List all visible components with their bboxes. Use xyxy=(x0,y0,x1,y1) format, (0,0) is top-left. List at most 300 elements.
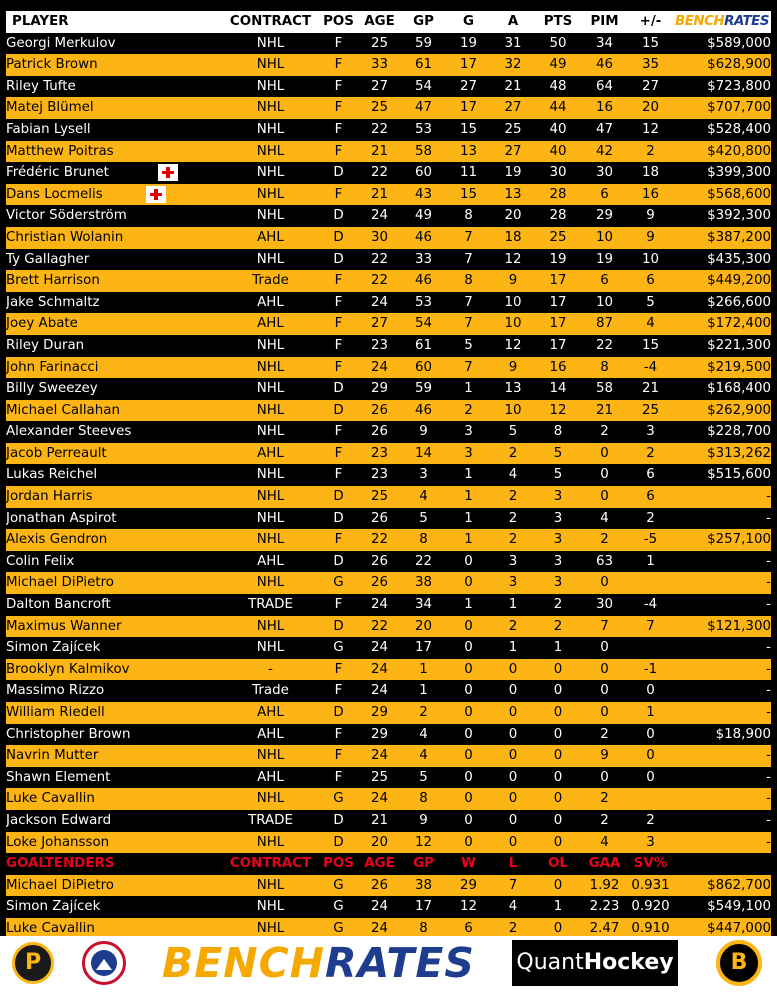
save-pct-cell: 0.910 xyxy=(628,918,673,940)
salary-cell: - xyxy=(673,594,771,616)
pos-cell: G xyxy=(319,918,358,940)
pim-cell: 30 xyxy=(581,162,628,184)
age-cell: 24 xyxy=(358,745,401,767)
pos-cell: F xyxy=(319,443,358,465)
pos-cell: F xyxy=(319,270,358,292)
goals-cell: 2 xyxy=(446,400,491,422)
pim-cell: 2 xyxy=(581,724,628,746)
player-name: Colin Felix xyxy=(6,551,222,573)
footer-logos xyxy=(0,936,777,992)
goals-cell: 0 xyxy=(446,767,491,789)
gp-cell: 17 xyxy=(401,637,446,659)
goalie-name: Simon Zajícek xyxy=(6,896,222,918)
salary-cell: $172,400 xyxy=(673,313,771,335)
player-name: Patrick Brown xyxy=(6,54,222,76)
salary-cell: - xyxy=(673,508,771,530)
points-cell: 0 xyxy=(535,680,581,702)
gp-cell: 4 xyxy=(401,486,446,508)
age-cell: 29 xyxy=(358,378,401,400)
player-row xyxy=(6,119,771,141)
points-cell: 3 xyxy=(535,572,581,594)
age-cell: 22 xyxy=(358,616,401,638)
plus-minus-cell: -5 xyxy=(628,529,673,551)
goalie-name: Michael DiPietro xyxy=(6,875,222,897)
plus-minus-cell: 4 xyxy=(628,313,673,335)
plus-minus-cell: 2 xyxy=(628,141,673,163)
salary-cell: $528,400 xyxy=(673,119,771,141)
player-row xyxy=(6,205,771,227)
goalie-col-pos: POS xyxy=(319,853,358,875)
player-name: Jackson Edward xyxy=(6,810,222,832)
player-row xyxy=(6,378,771,400)
age-cell: 20 xyxy=(358,832,401,854)
pos-cell: F xyxy=(319,745,358,767)
gp-cell: 2 xyxy=(401,702,446,724)
points-cell: 0 xyxy=(535,767,581,789)
salary-cell: $549,100 xyxy=(673,896,771,918)
gaa-cell: 2.47 xyxy=(581,918,628,940)
plus-minus-cell: 35 xyxy=(628,54,673,76)
gp-cell: 54 xyxy=(401,313,446,335)
gp-cell: 12 xyxy=(401,832,446,854)
contract-cell: NHL xyxy=(222,896,319,918)
wins-cell: 6 xyxy=(446,918,491,940)
points-cell: 2 xyxy=(535,616,581,638)
points-cell: 3 xyxy=(535,486,581,508)
assists-cell: 1 xyxy=(491,637,535,659)
player-row xyxy=(6,832,771,854)
player-name: Maximus Wanner xyxy=(6,616,222,638)
pos-cell: G xyxy=(319,875,358,897)
pos-cell: F xyxy=(319,659,358,681)
salary-cell: - xyxy=(673,702,771,724)
player-name: Jordan Harris xyxy=(6,486,222,508)
salary-cell: $449,200 xyxy=(673,270,771,292)
contract-cell: NHL xyxy=(222,486,319,508)
ot-losses-cell: 0 xyxy=(535,875,581,897)
salary-cell: $219,500 xyxy=(673,357,771,379)
salary-cell: - xyxy=(673,788,771,810)
pim-cell: 2 xyxy=(581,421,628,443)
gp-cell: 59 xyxy=(401,33,446,55)
goals-cell: 1 xyxy=(446,508,491,530)
points-cell: 3 xyxy=(535,529,581,551)
pos-cell: F xyxy=(319,594,358,616)
assists-cell: 10 xyxy=(491,292,535,314)
age-cell: 24 xyxy=(358,292,401,314)
pos-cell: F xyxy=(319,97,358,119)
pos-cell: F xyxy=(319,529,358,551)
gp-cell: 49 xyxy=(401,205,446,227)
pos-cell: G xyxy=(319,788,358,810)
pim-cell: 0 xyxy=(581,659,628,681)
contract-cell: AHL xyxy=(222,551,319,573)
salary-cell: - xyxy=(673,486,771,508)
assists-cell: 0 xyxy=(491,832,535,854)
plus-minus-cell: 7 xyxy=(628,616,673,638)
goals-cell: 7 xyxy=(446,357,491,379)
points-cell: 12 xyxy=(535,400,581,422)
player-name: Ty Gallagher xyxy=(6,249,222,271)
player-name: Shawn Element xyxy=(6,767,222,789)
col-plus-minus: +/- xyxy=(628,11,673,33)
gp-cell: 46 xyxy=(401,400,446,422)
salary-cell: $447,000 xyxy=(673,918,771,940)
contract-cell: NHL xyxy=(222,421,319,443)
player-row xyxy=(6,788,771,810)
points-cell: 3 xyxy=(535,508,581,530)
player-row xyxy=(6,810,771,832)
contract-cell: TRADE xyxy=(222,594,319,616)
points-cell: 30 xyxy=(535,162,581,184)
gp-cell: 5 xyxy=(401,508,446,530)
gp-cell: 53 xyxy=(401,119,446,141)
contract-cell: AHL xyxy=(222,767,319,789)
pos-cell: F xyxy=(319,464,358,486)
age-cell: 22 xyxy=(358,249,401,271)
salary-cell: $313,262 xyxy=(673,443,771,465)
player-row xyxy=(6,745,771,767)
pim-cell: 0 xyxy=(581,637,628,659)
gp-cell: 9 xyxy=(401,421,446,443)
pim-cell: 10 xyxy=(581,292,628,314)
col-pim: PIM xyxy=(581,11,628,33)
goals-cell: 15 xyxy=(446,184,491,206)
gp-cell: 3 xyxy=(401,464,446,486)
pos-cell: D xyxy=(319,249,358,271)
pim-cell: 30 xyxy=(581,594,628,616)
player-row xyxy=(6,421,771,443)
pim-cell: 21 xyxy=(581,400,628,422)
assists-cell: 19 xyxy=(491,162,535,184)
assists-cell: 2 xyxy=(491,508,535,530)
player-row xyxy=(6,33,771,55)
assists-cell: 0 xyxy=(491,745,535,767)
plus-minus-cell: 18 xyxy=(628,162,673,184)
plus-minus-cell: 25 xyxy=(628,400,673,422)
contract-cell: AHL xyxy=(222,292,319,314)
plus-minus-cell: 9 xyxy=(628,227,673,249)
player-name-text: Dans Locmelis xyxy=(6,186,103,202)
salary-cell: - xyxy=(673,810,771,832)
points-cell: 50 xyxy=(535,33,581,55)
player-row xyxy=(6,357,771,379)
player-name xyxy=(6,162,222,184)
player-name: Victor Söderström xyxy=(6,205,222,227)
injury-cross-icon xyxy=(158,164,178,181)
age-cell: 26 xyxy=(358,421,401,443)
gp-cell: 1 xyxy=(401,659,446,681)
assists-cell: 25 xyxy=(491,119,535,141)
salary-cell: $228,700 xyxy=(673,421,771,443)
contract-cell: NHL xyxy=(222,637,319,659)
points-cell: 5 xyxy=(535,443,581,465)
gp-cell: 46 xyxy=(401,227,446,249)
player-name xyxy=(6,184,222,206)
salary-cell: - xyxy=(673,637,771,659)
pim-cell: 87 xyxy=(581,313,628,335)
gp-cell: 47 xyxy=(401,97,446,119)
age-cell: 26 xyxy=(358,508,401,530)
assists-cell: 21 xyxy=(491,76,535,98)
points-cell: 40 xyxy=(535,141,581,163)
goals-cell: 1 xyxy=(446,594,491,616)
plus-minus-cell: 3 xyxy=(628,832,673,854)
salary-cell: $121,300 xyxy=(673,616,771,638)
plus-minus-cell xyxy=(628,788,673,810)
points-cell: 1 xyxy=(535,637,581,659)
pim-cell: 58 xyxy=(581,378,628,400)
plus-minus-cell: 2 xyxy=(628,443,673,465)
col-gp: GP xyxy=(401,11,446,33)
player-row xyxy=(6,637,771,659)
skater-rows xyxy=(6,33,771,854)
player-row xyxy=(6,702,771,724)
plus-minus-cell: 2 xyxy=(628,508,673,530)
plus-minus-cell: -4 xyxy=(628,594,673,616)
age-cell: 24 xyxy=(358,918,401,940)
goals-cell: 19 xyxy=(446,33,491,55)
player-name: Christian Wolanin xyxy=(6,227,222,249)
pos-cell: D xyxy=(319,616,358,638)
age-cell: 24 xyxy=(358,637,401,659)
pim-cell: 10 xyxy=(581,227,628,249)
plus-minus-cell xyxy=(628,637,673,659)
losses-cell: 4 xyxy=(491,896,535,918)
player-name: Joey Abate xyxy=(6,313,222,335)
points-cell: 49 xyxy=(535,54,581,76)
gp-cell: 14 xyxy=(401,443,446,465)
contract-cell: AHL xyxy=(222,313,319,335)
contract-cell: NHL xyxy=(222,616,319,638)
player-row xyxy=(6,184,771,206)
points-cell: 17 xyxy=(535,313,581,335)
pim-cell: 0 xyxy=(581,702,628,724)
contract-cell: AHL xyxy=(222,443,319,465)
contract-cell: TRADE xyxy=(222,810,319,832)
goalie-col-empty xyxy=(673,853,771,875)
player-name: Brooklyn Kalmikov xyxy=(6,659,222,681)
goals-cell: 27 xyxy=(446,76,491,98)
goals-cell: 7 xyxy=(446,227,491,249)
pos-cell: F xyxy=(319,119,358,141)
pos-cell: D xyxy=(319,810,358,832)
assists-cell: 2 xyxy=(491,616,535,638)
contract-cell: NHL xyxy=(222,529,319,551)
salary-cell: - xyxy=(673,767,771,789)
player-name: William Riedell xyxy=(6,702,222,724)
plus-minus-cell: 12 xyxy=(628,119,673,141)
salary-cell: $862,700 xyxy=(673,875,771,897)
age-cell: 29 xyxy=(358,702,401,724)
contract-cell: NHL xyxy=(222,54,319,76)
goals-cell: 0 xyxy=(446,572,491,594)
player-name: Brett Harrison xyxy=(6,270,222,292)
salary-cell: $168,400 xyxy=(673,378,771,400)
contract-cell: NHL xyxy=(222,335,319,357)
goals-cell: 17 xyxy=(446,97,491,119)
points-cell: 16 xyxy=(535,357,581,379)
pos-cell: F xyxy=(319,76,358,98)
ot-losses-cell: 1 xyxy=(535,896,581,918)
gp-cell: 4 xyxy=(401,724,446,746)
plus-minus-cell: -4 xyxy=(628,357,673,379)
age-cell: 26 xyxy=(358,400,401,422)
assists-cell: 0 xyxy=(491,680,535,702)
goalie-col-ol: OL xyxy=(535,853,581,875)
points-cell: 28 xyxy=(535,184,581,206)
pim-cell: 2 xyxy=(581,529,628,551)
goals-cell: 7 xyxy=(446,249,491,271)
plus-minus-cell: 1 xyxy=(628,551,673,573)
pos-cell: D xyxy=(319,378,358,400)
salary-cell: $707,700 xyxy=(673,97,771,119)
pos-cell: D xyxy=(319,702,358,724)
assists-cell: 0 xyxy=(491,659,535,681)
goals-cell: 17 xyxy=(446,54,491,76)
pim-cell: 0 xyxy=(581,767,628,789)
pim-cell: 0 xyxy=(581,464,628,486)
save-pct-cell: 0.931 xyxy=(628,875,673,897)
contract-cell: NHL xyxy=(222,400,319,422)
pos-cell: F xyxy=(319,680,358,702)
points-cell: 14 xyxy=(535,378,581,400)
assists-cell: 0 xyxy=(491,702,535,724)
age-cell: 27 xyxy=(358,313,401,335)
assists-cell: 3 xyxy=(491,551,535,573)
points-cell: 40 xyxy=(535,119,581,141)
salary-cell: $589,000 xyxy=(673,33,771,55)
age-cell: 24 xyxy=(358,896,401,918)
assists-cell: 0 xyxy=(491,810,535,832)
gp-cell: 8 xyxy=(401,529,446,551)
col-g: G xyxy=(446,11,491,33)
goalie-col-gaa: GAA xyxy=(581,853,628,875)
plus-minus-cell: 20 xyxy=(628,97,673,119)
age-cell: 24 xyxy=(358,680,401,702)
plus-minus-cell: 15 xyxy=(628,33,673,55)
age-cell: 29 xyxy=(358,724,401,746)
goals-cell: 0 xyxy=(446,551,491,573)
pos-cell: F xyxy=(319,33,358,55)
player-name: Matthew Poitras xyxy=(6,141,222,163)
pos-cell: F xyxy=(319,335,358,357)
player-name-text: Frédéric Brunet xyxy=(6,165,109,181)
player-row xyxy=(6,76,771,98)
contract-cell: NHL xyxy=(222,162,319,184)
pos-cell: D xyxy=(319,400,358,422)
points-cell: 8 xyxy=(535,421,581,443)
gp-cell: 5 xyxy=(401,767,446,789)
player-name: Dalton Bancroft xyxy=(6,594,222,616)
age-cell: 22 xyxy=(358,529,401,551)
gp-cell: 58 xyxy=(401,141,446,163)
salary-cell: $420,800 xyxy=(673,141,771,163)
contract-cell: NHL xyxy=(222,141,319,163)
pim-cell: 0 xyxy=(581,680,628,702)
player-name: Jonathan Aspirot xyxy=(6,508,222,530)
points-cell: 17 xyxy=(535,270,581,292)
pos-cell: F xyxy=(319,184,358,206)
pos-cell: D xyxy=(319,205,358,227)
points-cell: 17 xyxy=(535,335,581,357)
player-row xyxy=(6,551,771,573)
goalie-col-w: W xyxy=(446,853,491,875)
salary-cell: - xyxy=(673,680,771,702)
assists-cell: 12 xyxy=(491,249,535,271)
goals-cell: 0 xyxy=(446,680,491,702)
goals-cell: 5 xyxy=(446,335,491,357)
player-row xyxy=(6,54,771,76)
assists-cell: 10 xyxy=(491,400,535,422)
pos-cell: F xyxy=(319,724,358,746)
col-pts: PTS xyxy=(535,11,581,33)
goals-cell: 0 xyxy=(446,702,491,724)
player-row xyxy=(6,141,771,163)
boston-bruins-logo-icon xyxy=(716,940,762,986)
assists-cell: 27 xyxy=(491,97,535,119)
salary-cell: - xyxy=(673,832,771,854)
plus-minus-cell: 0 xyxy=(628,724,673,746)
points-cell: 0 xyxy=(535,788,581,810)
assists-cell: 5 xyxy=(491,421,535,443)
save-pct-cell: 0.920 xyxy=(628,896,673,918)
contract-cell: NHL xyxy=(222,832,319,854)
pim-cell: 34 xyxy=(581,33,628,55)
player-name: Lukas Reichel xyxy=(6,464,222,486)
gp-cell: 34 xyxy=(401,594,446,616)
player-row xyxy=(6,400,771,422)
salary-cell: $392,300 xyxy=(673,205,771,227)
goals-cell: 0 xyxy=(446,724,491,746)
goals-cell: 1 xyxy=(446,529,491,551)
contract-cell: AHL xyxy=(222,702,319,724)
gaa-cell: 1.92 xyxy=(581,875,628,897)
brand-part1: BENCH xyxy=(675,14,725,29)
pim-cell: 19 xyxy=(581,249,628,271)
goals-cell: 1 xyxy=(446,486,491,508)
losses-cell: 2 xyxy=(491,918,535,940)
player-row xyxy=(6,594,771,616)
contract-cell: NHL xyxy=(222,184,319,206)
player-row xyxy=(6,464,771,486)
player-name: Billy Sweezey xyxy=(6,378,222,400)
plus-minus-cell: 16 xyxy=(628,184,673,206)
points-cell: 0 xyxy=(535,745,581,767)
header-row xyxy=(6,11,771,33)
assists-cell: 13 xyxy=(491,184,535,206)
contract-cell: NHL xyxy=(222,97,319,119)
salary-cell: - xyxy=(673,551,771,573)
player-row xyxy=(6,249,771,271)
goals-cell: 8 xyxy=(446,270,491,292)
pos-cell: F xyxy=(319,357,358,379)
player-name: Navrin Mutter xyxy=(6,745,222,767)
points-cell: 28 xyxy=(535,205,581,227)
salary-cell: $266,600 xyxy=(673,292,771,314)
player-row xyxy=(6,313,771,335)
assists-cell: 2 xyxy=(491,486,535,508)
col-a: A xyxy=(491,11,535,33)
pim-cell: 63 xyxy=(581,551,628,573)
injury-cross-icon xyxy=(146,186,166,203)
pim-cell: 8 xyxy=(581,357,628,379)
pim-cell: 42 xyxy=(581,141,628,163)
age-cell: 21 xyxy=(358,141,401,163)
age-cell: 26 xyxy=(358,572,401,594)
gp-cell: 33 xyxy=(401,249,446,271)
contract-cell: AHL xyxy=(222,227,319,249)
